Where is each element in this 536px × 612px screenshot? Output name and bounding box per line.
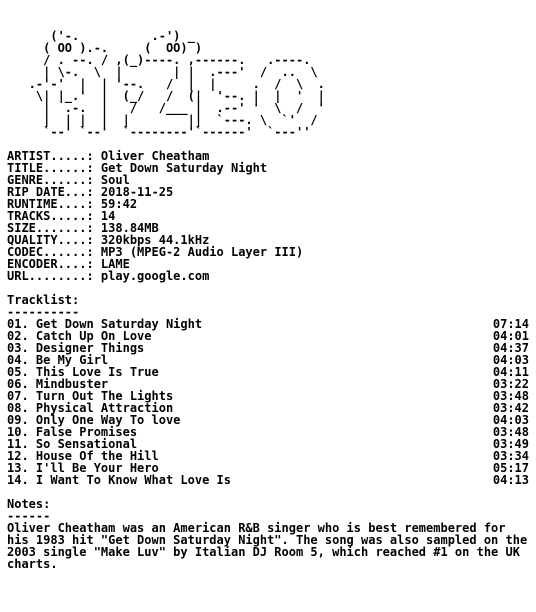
notes-section [7,497,535,571]
nfo-document [7,29,535,571]
notes-heading: Notes: [7,497,51,511]
metadata-key: TITLE......: [7,161,101,175]
track-time: 04:03 [492,353,529,367]
metadata-key: TRACKS.....: [7,209,101,223]
metadata-key: ENCODER....: [7,257,101,271]
track-title: 07. Turn Out The Lights [7,389,174,403]
track-time: 04:03 [492,413,529,427]
metadata-value: Soul [100,173,130,187]
metadata-value: Get Down Saturday Night [100,161,268,175]
metadata-row-url [7,270,529,282]
tracklist-section [7,294,529,486]
track-time: 03:49 [492,437,529,451]
track-title: 03. Designer Things [7,341,145,355]
metadata-block [7,150,529,282]
track-time: 03:48 [492,425,529,439]
track-time: 05:17 [492,461,529,475]
notes-body: Oliver Cheatham was an American R&B singer who is best remembered for his 1983 hit "Get Down Saturday Night". The song was also sampled on the 2003 single "Make Luv" by Italian DJ Room 5, which reached #1 on the UK charts. [7,521,535,571]
track-title: 12. House Of the Hill [7,449,159,463]
track-time: 03:34 [492,449,529,463]
spacer [7,282,529,294]
metadata-value: play.google.com [100,269,210,283]
track-title: 13. I'll Be Your Hero [7,461,159,475]
track-time: 03:42 [492,401,529,415]
track-time: 04:01 [492,329,529,343]
track-title: 05. This Love Is True [7,365,159,379]
metadata-value: 138.84MB [100,221,159,235]
metadata-key: CODEC......: [7,245,101,259]
tracklist-heading: Tracklist: [7,293,80,307]
track-title: 04. Be My Girl [7,353,109,367]
track-title: 11. So Sensational [7,437,138,451]
track-title: 02. Catch Up On Love [7,329,152,343]
ascii-art-logo: ('-. .-') _ ( OO ).-. ( OO) ) / . --. / ,(_)----. ,------. .----. | \-. \ | | | .---' / .. \ .-'-' | | '--. / | | . / \ . \| |_.' | (_/ / (| '--. | | ' | | .-. | / /___ | .--' ' \ / ' | | | | | || `---. \ `' / `--' `--' `--------'`------' `---'' [28,29,325,139]
track-time: 03:22 [492,377,529,391]
track-row [7,474,529,486]
notes-underline: ------ [7,509,51,523]
track-time: 04:11 [492,365,529,379]
track-time: 03:48 [492,389,529,403]
metadata-value: 59:42 [100,197,138,211]
track-title: 08. Physical Attraction [7,401,174,415]
track-title: 09. Only One Way To love [7,413,181,427]
metadata-value: Oliver Cheatham [100,149,210,163]
track-title: 14. I Want To Know What Love Is [7,473,231,487]
metadata-key: RIP DATE...: [7,185,101,199]
tracklist-underline: ---------- [7,305,80,319]
track-time: 04:13 [492,473,529,487]
track-time: 04:37 [492,341,529,355]
metadata-key: SIZE.......: [7,221,101,235]
metadata-value: LAME [100,257,130,271]
track-title: 06. Mindbuster [7,377,109,391]
metadata-key: QUALITY....: [7,233,101,247]
track-title: 10. False Promises [7,425,138,439]
metadata-key: RUNTIME....: [7,197,101,211]
metadata-value: 2018-11-25 [100,185,174,199]
metadata-value: 320kbps 44.1kHz [100,233,210,247]
track-time: 07:14 [492,317,529,331]
metadata-value: MP3 (MPEG-2 Audio Layer III) [100,245,304,259]
metadata-value: 14 [100,209,116,223]
metadata-key: GENRE......: [7,173,101,187]
spacer [7,486,529,498]
metadata-key: URL........: [7,269,101,283]
metadata-key: ARTIST.....: [7,149,101,163]
track-title: 01. Get Down Saturday Night [7,317,203,331]
